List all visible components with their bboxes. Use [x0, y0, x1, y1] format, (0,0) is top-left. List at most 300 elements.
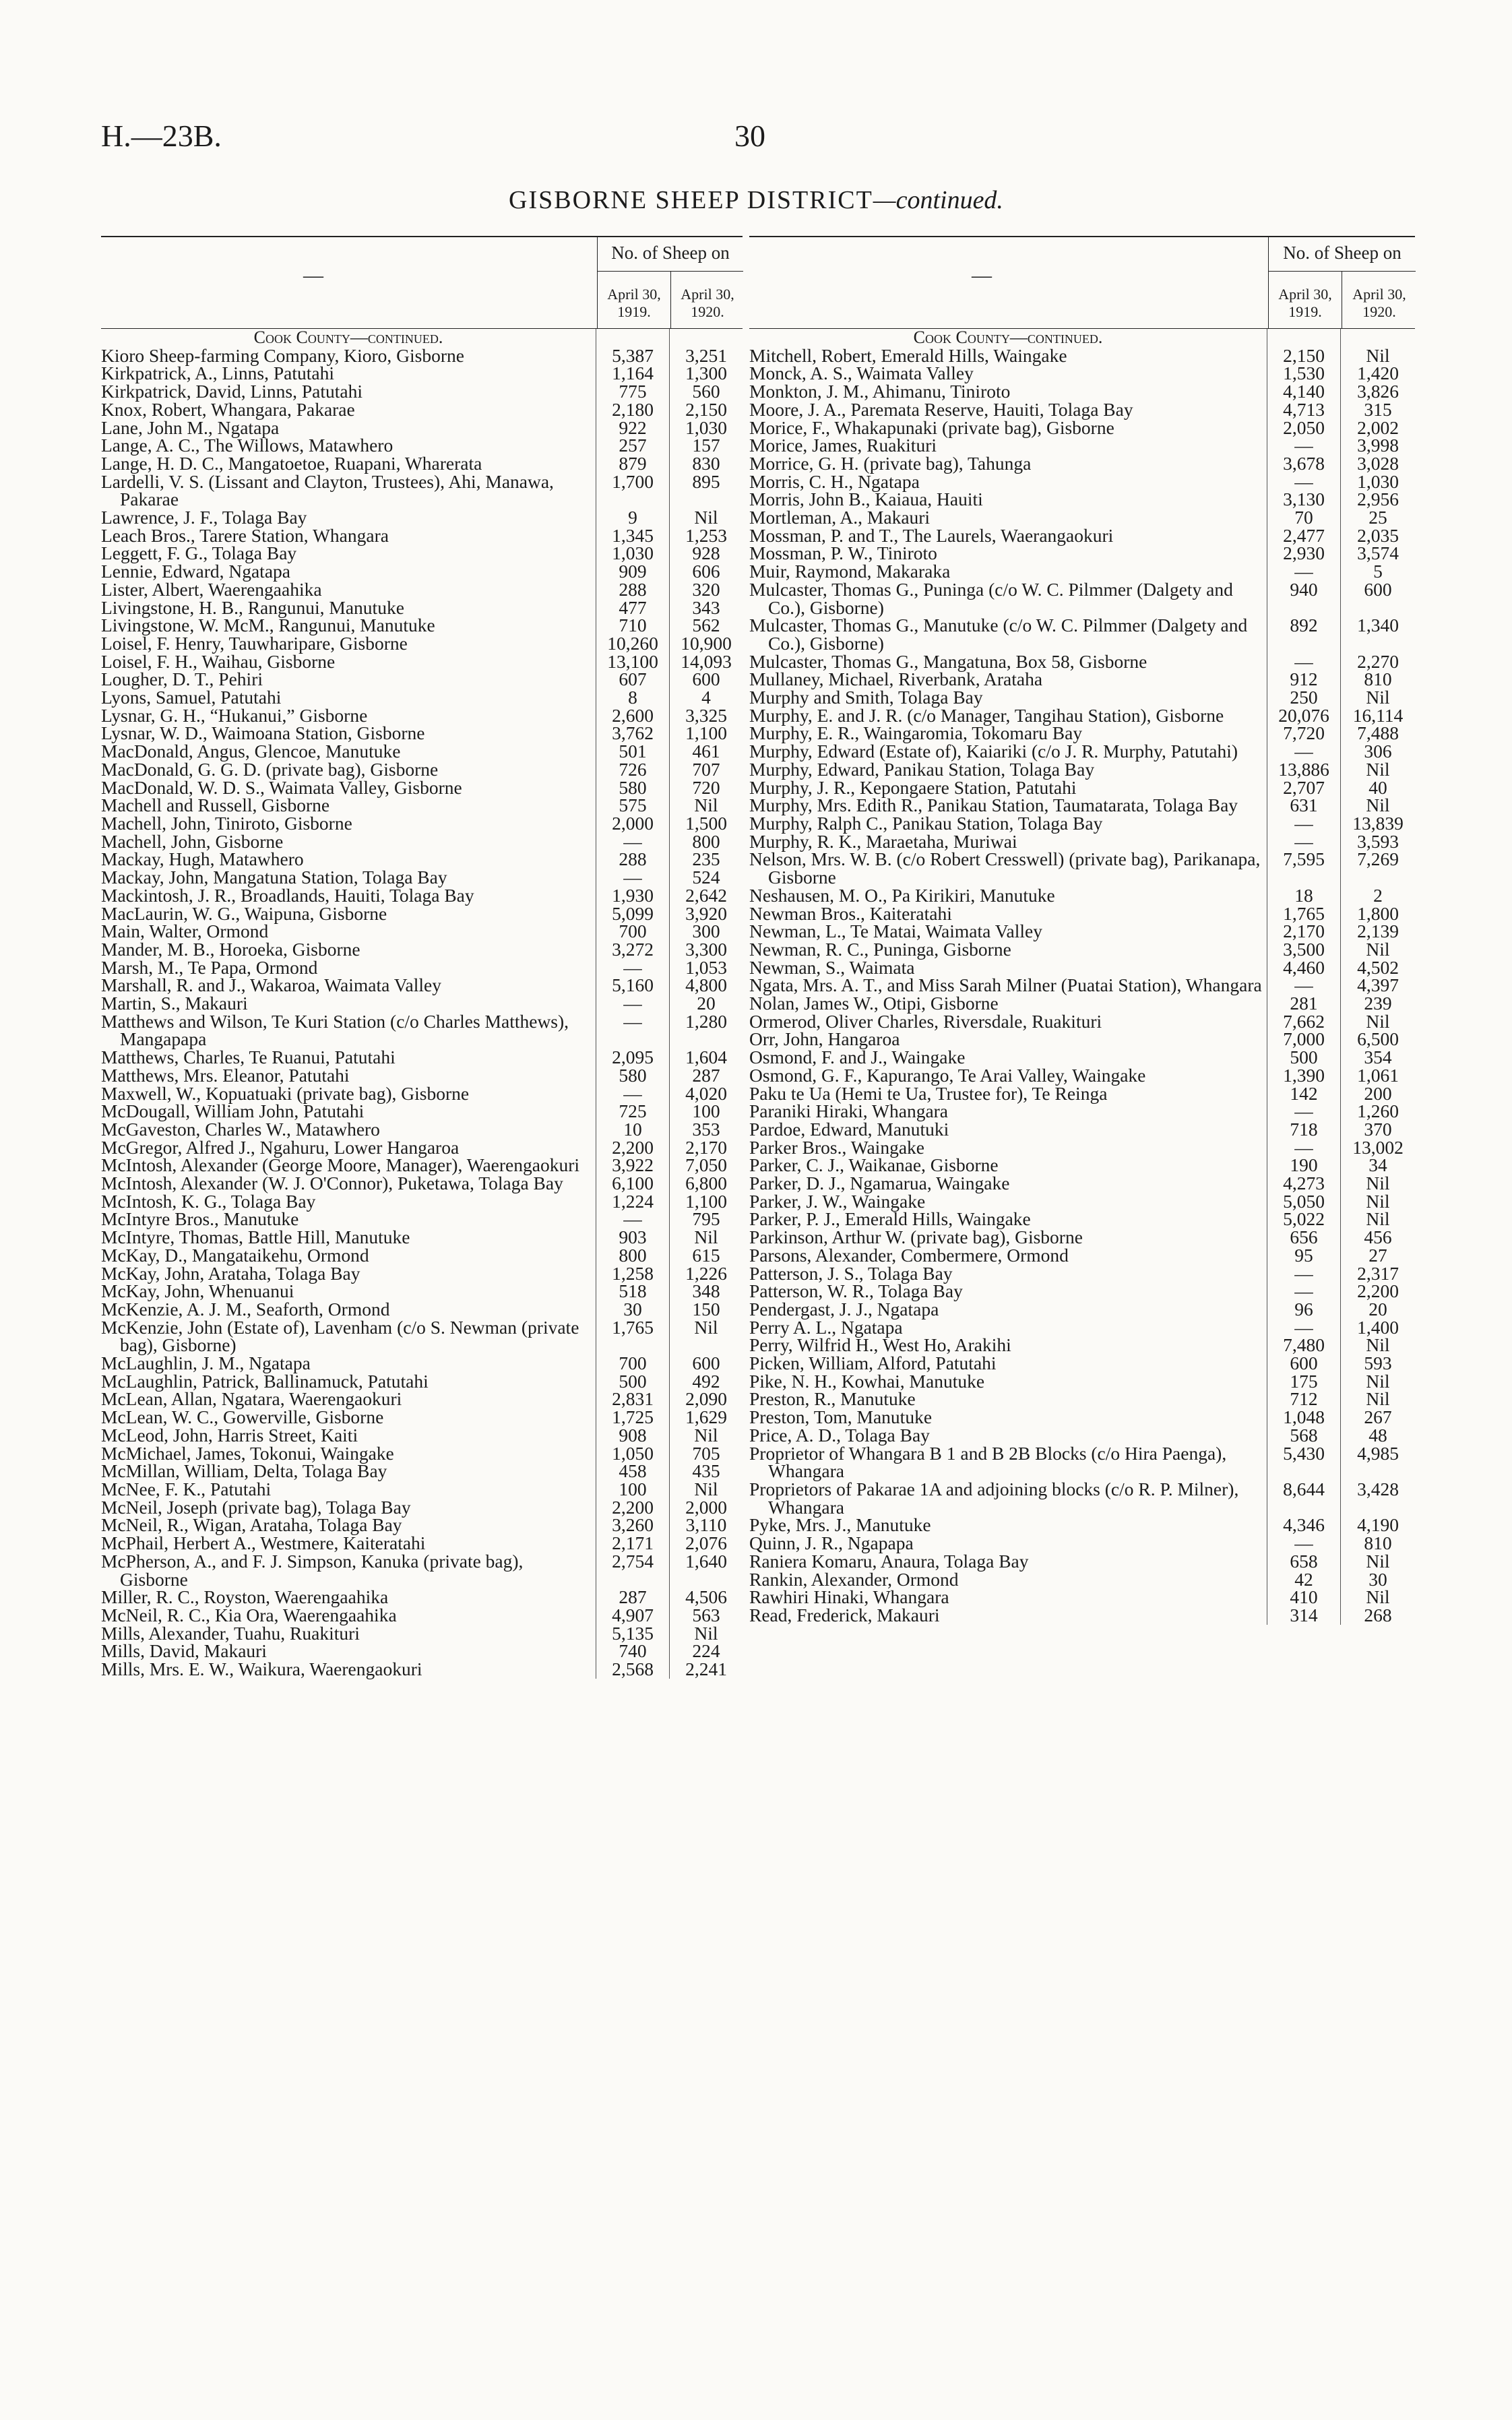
- table-row: [101, 1049, 743, 1067]
- sheep-1920: Nil: [1340, 1175, 1415, 1193]
- owner-name: Pike, N. H., Kowhai, Manutuke: [749, 1370, 985, 1392]
- owner-name: Cook County—continued.: [253, 328, 443, 347]
- sheep-1919: 909: [596, 563, 669, 581]
- sheep-1919: —: [1267, 1265, 1340, 1283]
- table-row: [749, 724, 1415, 743]
- owner-name: Patterson, W. R., Tolaga Bay: [749, 1280, 963, 1302]
- sheep-1919: 4,140: [1267, 383, 1340, 401]
- owner-name: Perry, Wilfrid H., West Ho, Arakihi: [749, 1334, 1011, 1356]
- table-row: [101, 452, 743, 474]
- owner-name: Patterson, J. S., Tolaga Bay: [749, 1262, 953, 1284]
- sheep-1920: 306: [1340, 743, 1415, 761]
- sheep-1920: 4,800: [669, 976, 743, 995]
- sheep-1919: 4,907: [596, 1607, 669, 1625]
- col-1920-header: April 30, 1920.: [1342, 271, 1416, 328]
- owner-name: Murphy, Mrs. Edith R., Panikau Station, Taumatarata, Tolaga Bay: [749, 795, 1238, 816]
- table-row: [749, 1408, 1415, 1427]
- table-row: [101, 617, 743, 635]
- sheep-1919: 3,678: [1267, 455, 1340, 473]
- sheep-1919: 1,765: [596, 1319, 669, 1355]
- owner-name: McDougall, William John, Patutahi: [101, 1100, 365, 1122]
- owner-name: Kioro Sheep-farming Company, Kioro, Gisborne: [101, 344, 464, 366]
- sheep-1919: 458: [596, 1462, 669, 1481]
- table-row: [749, 758, 1415, 780]
- table-row: [749, 1568, 1415, 1590]
- sheep-1919: 580: [596, 779, 669, 797]
- sheep-1919: —: [1267, 653, 1340, 671]
- table-row: [749, 743, 1415, 761]
- sheep-1920: 800: [669, 833, 743, 851]
- owner-name: Nelson, Mrs. W. B. (c/o Robert Cresswell) (private bag), Parikanapa, Gisborne: [749, 848, 1261, 888]
- page-title: [0, 185, 1512, 215]
- owner-name: McIntosh, Alexander (George Moore, Manager), Waerengaokuri: [101, 1154, 579, 1176]
- table-row: [749, 671, 1415, 689]
- sheep-1920: 524: [669, 869, 743, 887]
- table-row: [101, 1136, 743, 1158]
- table-row: [101, 596, 743, 618]
- table-row: [749, 437, 1415, 455]
- table-row: [749, 704, 1415, 726]
- sheep-1919: 2,831: [596, 1390, 669, 1408]
- sheep-1920: Nil: [669, 1481, 743, 1499]
- table-row: [101, 509, 743, 527]
- sheep-1920: 1,420: [1340, 365, 1415, 383]
- owner-name: Parsons, Alexander, Combermere, Ormond: [749, 1244, 1069, 1266]
- table-row: [749, 1030, 1415, 1049]
- owner-name: Morice, James, Ruakituri: [749, 435, 937, 456]
- owner-name: Mackay, Hugh, Matawhero: [101, 848, 304, 870]
- table-row: [749, 1156, 1415, 1175]
- sheep-1920: Nil: [1340, 1373, 1415, 1391]
- owner-name: Lange, H. D. C., Mangatoetoe, Ruapani, Wharerata: [101, 452, 482, 474]
- sheep-1920: 2,956: [1340, 491, 1415, 509]
- sheep-1920: 7,488: [1340, 724, 1415, 743]
- sheep-1920: 267: [1340, 1408, 1415, 1427]
- sheep-1920: 1,400: [1340, 1319, 1415, 1337]
- owner-name: McMillan, William, Delta, Tolaga Bay: [101, 1460, 387, 1482]
- sheep-1919: 1,164: [596, 365, 669, 383]
- left-table: [101, 236, 743, 1679]
- table-row: [101, 1064, 743, 1086]
- owner-name: McLaughlin, J. M., Ngatapa: [101, 1353, 311, 1374]
- table-row: [749, 1229, 1415, 1247]
- table-row: [749, 830, 1415, 852]
- sheep-1919: 892: [1267, 617, 1340, 652]
- sheep-1919: —: [1267, 1103, 1340, 1121]
- sheep-1920: 1,500: [669, 815, 743, 833]
- sheep-1920: 16,114: [1340, 707, 1415, 725]
- table-row: [101, 724, 743, 743]
- owner-name: Parkinson, Arthur W. (private bag), Gisborne: [749, 1227, 1083, 1248]
- table-row: [101, 383, 743, 401]
- sheep-1919: 4,460: [1267, 959, 1340, 977]
- sheep-1919: 410: [1267, 1588, 1340, 1607]
- sheep-1920: 13,839: [1340, 815, 1415, 833]
- owner-name: Newman, L., Te Matai, Waimata Valley: [749, 921, 1042, 942]
- sheep-1920: 1,100: [669, 724, 743, 743]
- sheep-1920: 4,985: [1340, 1445, 1415, 1481]
- sheep-1920: 7,050: [669, 1156, 743, 1175]
- sheep-1920: 25: [1340, 509, 1415, 527]
- sheep-1919: —: [1267, 1282, 1340, 1301]
- table-row: [101, 1516, 743, 1534]
- table-row: [101, 416, 743, 438]
- sheep-1919: 1,048: [1267, 1408, 1340, 1427]
- sheep-1920: 1,640: [669, 1553, 743, 1588]
- owner-name: Matthews and Wilson, Te Kuri Station (c/o Charles Matthews), Mangapapa: [101, 1010, 569, 1050]
- sheep-1919: 568: [1267, 1427, 1340, 1445]
- sheep-1919: —: [596, 959, 669, 977]
- owner-name: McLean, W. C., Gowerville, Gisborne: [101, 1406, 384, 1428]
- section-heading: [749, 329, 1415, 347]
- table-row: [101, 1390, 743, 1408]
- owner-name: Maxwell, W., Kopuatuaki (private bag), Gisborne: [101, 1082, 470, 1104]
- table-row: [101, 632, 743, 654]
- table-row: [101, 1550, 743, 1590]
- sheep-1920: 795: [669, 1210, 743, 1229]
- table-row: [101, 671, 743, 689]
- table-row: [101, 1229, 743, 1247]
- left-table-header: [101, 236, 743, 329]
- table-row: [749, 689, 1415, 707]
- page-number: 30: [734, 119, 765, 153]
- sheep-1919: 257: [596, 437, 669, 455]
- sheep-1919: 2,568: [596, 1661, 669, 1679]
- sheep-1919: 477: [596, 599, 669, 617]
- sheep-1919: 2,171: [596, 1534, 669, 1553]
- sheep-1920: 461: [669, 743, 743, 761]
- owner-name: Moore, J. A., Paremata Reserve, Hauiti, Tolaga Bay: [749, 398, 1133, 420]
- sheep-1919: 2,150: [1267, 347, 1340, 365]
- table-row: [749, 1010, 1415, 1032]
- table-row: [749, 1390, 1415, 1408]
- sheep-1920: 2,000: [669, 1499, 743, 1517]
- owner-name: Read, Frederick, Makauri: [749, 1604, 940, 1625]
- right-table: [749, 236, 1415, 1625]
- sheep-1919: —: [1267, 1139, 1340, 1157]
- sheep-1920: 4,190: [1340, 1516, 1415, 1534]
- sheep-1920: 320: [669, 581, 743, 599]
- table-row: [749, 491, 1415, 509]
- table-row: [749, 956, 1415, 978]
- owner-name: Newman, R. C., Puninga, Gisborne: [749, 938, 1011, 960]
- sheep-1920: 1,280: [669, 1013, 743, 1049]
- owner-name: Lardelli, V. S. (Lissant and Clayton, Trustees), Ahi, Manawa, Pakarae: [101, 470, 554, 510]
- sheep-1920: 20: [669, 995, 743, 1013]
- owner-name: McNeil, Joseph (private bag), Tolaga Bay: [101, 1496, 411, 1518]
- table-row: [101, 797, 743, 815]
- sheep-1920: 2,241: [669, 1661, 743, 1679]
- sheep-1919: 518: [596, 1282, 669, 1301]
- owner-name: Rankin, Alexander, Ormond: [749, 1568, 959, 1590]
- sheep-1919: 2,707: [1267, 779, 1340, 797]
- owner-name: McGregor, Alfred J., Ngahuru, Lower Hangaroa: [101, 1136, 460, 1158]
- sheep-1920: 720: [669, 779, 743, 797]
- sheep-1920: 235: [669, 850, 743, 869]
- sheep-1920: 895: [669, 473, 743, 509]
- sheep-1920: Nil: [1340, 761, 1415, 779]
- table-row: [749, 1210, 1415, 1229]
- sheep-1920: 705: [669, 1445, 743, 1463]
- sheep-1920: 3,920: [669, 905, 743, 923]
- owner-name: Miller, R. C., Royston, Waerengaahika: [101, 1586, 389, 1608]
- sheep-1919: 940: [1267, 581, 1340, 617]
- owner-name: Parker, J. W., Waingake: [749, 1190, 926, 1212]
- table-row: [101, 563, 743, 581]
- sheep-1920: 1,604: [669, 1049, 743, 1067]
- sheep-1920: Nil: [1340, 941, 1415, 959]
- sheep-1920: 3,028: [1340, 455, 1415, 473]
- owner-name: Murphy, E. R., Waingaromia, Tokomaru Bay: [749, 722, 1083, 744]
- sheep-1919: 725: [596, 1103, 669, 1121]
- sheep-1920: 2,150: [669, 401, 743, 419]
- sheep-1919: 658: [1267, 1553, 1340, 1571]
- sheep-1919: 2,095: [596, 1049, 669, 1067]
- sheep-1920: Nil: [1340, 347, 1415, 365]
- sheep-1920: Nil: [669, 1319, 743, 1355]
- sheep-1920: 1,253: [669, 527, 743, 545]
- sheep-1920: Nil: [1340, 1390, 1415, 1408]
- table-row: [101, 1082, 743, 1104]
- table-row: [749, 1316, 1415, 1338]
- table-row: [749, 850, 1415, 886]
- owner-name: McIntyre, Thomas, Battle Hill, Manutuke: [101, 1227, 410, 1248]
- owner-name: Raniera Komaru, Anaura, Tolaga Bay: [749, 1550, 1029, 1572]
- sheep-1919: —: [1267, 1319, 1340, 1337]
- owner-name: Preston, R., Manutuke: [749, 1388, 916, 1410]
- sheep-1919: —: [1267, 563, 1340, 581]
- sheep-1919: 8,644: [1267, 1481, 1340, 1516]
- table-row: [749, 1604, 1415, 1625]
- owner-name: McPherson, A., and F. J. Simpson, Kanuka (private bag), Gisborne: [101, 1550, 524, 1590]
- sheep-1919: 281: [1267, 995, 1340, 1013]
- sheep-1919: 20,076: [1267, 707, 1340, 725]
- table-row: [749, 1175, 1415, 1193]
- sheep-1920: 2,002: [1340, 419, 1415, 437]
- table-row: [101, 1642, 743, 1661]
- sheep-1919: 287: [596, 1588, 669, 1607]
- table-row: [101, 938, 743, 960]
- sheep-1920: [1340, 329, 1415, 347]
- table-row: [749, 976, 1415, 995]
- table-row: [101, 704, 743, 726]
- owner-name: Marsh, M., Te Papa, Ormond: [101, 956, 318, 978]
- sheep-1920: 810: [1340, 1534, 1415, 1553]
- table-row: [749, 776, 1415, 798]
- sheep-1919: 5,050: [1267, 1193, 1340, 1211]
- sheep-1919: —: [596, 833, 669, 851]
- sheep-1920: Nil: [1340, 1588, 1415, 1607]
- title-continued: —continued.: [873, 186, 1003, 214]
- sheep-1919: 7,000: [1267, 1030, 1340, 1049]
- sheep-1920: 343: [669, 599, 743, 617]
- sheep-1919: 190: [1267, 1156, 1340, 1175]
- sheep-1919: 500: [596, 1373, 669, 1391]
- table-row: [749, 563, 1415, 581]
- owner-name: Leach Bros., Tarere Station, Whangara: [101, 524, 389, 546]
- sheep-1919: —: [1267, 976, 1340, 995]
- owner-name: Osmond, G. F., Kapurango, Te Arai Valley, Waingake: [749, 1064, 1146, 1086]
- sheep-1920: 593: [1340, 1355, 1415, 1373]
- sheep-1919: 314: [1267, 1607, 1340, 1625]
- sheep-1920: 5: [1340, 563, 1415, 581]
- table-row: [101, 869, 743, 887]
- table-row: [101, 1462, 743, 1481]
- sheep-1920: 3,826: [1340, 383, 1415, 401]
- owner-name: Matthews, Mrs. Eleanor, Patutahi: [101, 1064, 350, 1086]
- table-row: [749, 1262, 1415, 1284]
- owner-name: Newman Bros., Kaiteratahi: [749, 902, 952, 924]
- owner-name: Knox, Robert, Whangara, Pakarae: [101, 398, 355, 420]
- sheep-1919: 600: [1267, 1355, 1340, 1373]
- owner-name: McNeil, R., Wigan, Arataha, Tolaga Bay: [101, 1514, 402, 1536]
- sheep-1919: 710: [596, 617, 669, 635]
- sheep-1920: 34: [1340, 1156, 1415, 1175]
- table-row: [101, 776, 743, 798]
- sheep-1919: 5,387: [596, 347, 669, 365]
- owner-name: Parker, D. J., Ngamarua, Waingake: [749, 1173, 1010, 1194]
- owner-name: Machell, John, Gisborne: [101, 830, 284, 852]
- owner-name: Matthews, Charles, Te Ruanui, Patutahi: [101, 1047, 396, 1068]
- sheep-1920: Nil: [1340, 797, 1415, 815]
- sheep-1919: 2,050: [1267, 419, 1340, 437]
- table-row: [101, 1118, 743, 1140]
- owner-name: Lister, Albert, Waerengaahika: [101, 578, 322, 600]
- sheep-1920: 157: [669, 437, 743, 455]
- owner-name: Martin, S., Makauri: [101, 993, 248, 1014]
- table-row: [101, 1658, 743, 1680]
- sheep-1919: 2,200: [596, 1499, 669, 1517]
- table-row: [749, 1298, 1415, 1320]
- owner-name: Morrice, G. H. (private bag), Tahunga: [749, 452, 1032, 474]
- table-row: [101, 1156, 743, 1175]
- table-row: [749, 509, 1415, 527]
- owner-name: Paku te Ua (Hemi te Ua, Trustee for), Te Reinga: [749, 1082, 1108, 1104]
- sheep-1920: 492: [669, 1373, 743, 1391]
- owner-name: McIntosh, Alexander (W. J. O'Connor), Puketawa, Tolaga Bay: [101, 1173, 563, 1194]
- sheep-1920: Nil: [1340, 1193, 1415, 1211]
- sheep-1919: 1,390: [1267, 1067, 1340, 1085]
- table-row: [749, 650, 1415, 672]
- table-row: [749, 344, 1415, 366]
- table-row: [749, 1244, 1415, 1266]
- table-row: [101, 1298, 743, 1320]
- sheep-1919: 288: [596, 581, 669, 599]
- owner-name: McKay, John, Arataha, Tolaga Bay: [101, 1262, 360, 1284]
- sheep-1920: Nil: [669, 1427, 743, 1445]
- sheep-1920: 7,269: [1340, 850, 1415, 886]
- sheep-1919: 2,930: [1267, 545, 1340, 563]
- owner-name: Pendergast, J. J., Ngatapa: [749, 1298, 939, 1320]
- owner-name: Mander, M. B., Horoeka, Gisborne: [101, 938, 360, 960]
- sheep-1919: 13,100: [596, 653, 669, 671]
- sheep-1919: 9: [596, 509, 669, 527]
- owner-name: Rawhiri Hinaki, Whangara: [749, 1586, 949, 1608]
- sheep-1919: 5,160: [596, 976, 669, 995]
- owner-name: Lange, A. C., The Willows, Matawhero: [101, 435, 393, 456]
- sheep-1919: 700: [596, 1355, 669, 1373]
- sheep-1920: 3,574: [1340, 545, 1415, 563]
- right-table-header: [749, 236, 1415, 329]
- sheep-1920: 2,170: [669, 1139, 743, 1157]
- sheep-1920: Nil: [669, 1625, 743, 1643]
- sheep-1919: 6,100: [596, 1175, 669, 1193]
- sheep-1919: 1,765: [1267, 905, 1340, 923]
- table-row: [101, 1424, 743, 1446]
- table-row: [749, 452, 1415, 474]
- group-title: No. of Sheep on: [1269, 243, 1416, 272]
- owner-name: Ngata, Mrs. A. T., and Miss Sarah Milner (Puatai Station), Whangara: [749, 974, 1262, 996]
- sheep-1919: 1,930: [596, 887, 669, 905]
- owner-name: Murphy, Edward (Estate of), Kaiariki (c/o J. R. Murphy, Patutahi): [749, 741, 1238, 762]
- sheep-1919: 2,754: [596, 1553, 669, 1588]
- table-row: [749, 1082, 1415, 1104]
- table-row: [749, 1136, 1415, 1158]
- owner-name: Parker, C. J., Waikanae, Gisborne: [749, 1154, 999, 1176]
- table-row: [101, 995, 743, 1013]
- owner-name: McGaveston, Charles W., Matawhero: [101, 1118, 380, 1140]
- owner-name: Parker Bros., Waingake: [749, 1136, 924, 1158]
- table-row: [749, 923, 1415, 941]
- sheep-1919: 7,662: [1267, 1013, 1340, 1031]
- owner-name: Newman, S., Waimata: [749, 956, 915, 978]
- owner-name: Kirkpatrick, David, Linns, Patutahi: [101, 381, 363, 402]
- sheep-1919: 712: [1267, 1390, 1340, 1408]
- sheep-1919: —: [596, 995, 669, 1013]
- owner-name: Proprietors of Pakarae 1A and adjoining blocks (c/o R. P. Milner), Whangara: [749, 1479, 1239, 1518]
- table-row: [749, 416, 1415, 438]
- owner-name: Mulcaster, Thomas G., Manutuke (c/o W. C. Pilmmer (Dalgety and Co.), Gisborne): [749, 615, 1248, 654]
- owner-name: Lyons, Samuel, Patutahi: [101, 687, 282, 708]
- sheep-1920: 3,593: [1340, 833, 1415, 851]
- sheep-1919: 4,713: [1267, 401, 1340, 419]
- sheep-1919: 1,224: [596, 1193, 669, 1211]
- sheep-1920: 30: [1340, 1571, 1415, 1589]
- sheep-1919: [596, 329, 669, 347]
- sheep-1919: 70: [1267, 509, 1340, 527]
- sheep-1919: 1,030: [596, 545, 669, 563]
- sheep-1920: 300: [669, 923, 743, 941]
- table-row: [101, 1100, 743, 1122]
- sheep-1919: 908: [596, 1427, 669, 1445]
- sheep-1919: 4,273: [1267, 1175, 1340, 1193]
- owner-name: McMichael, James, Tokonui, Waingake: [101, 1442, 394, 1464]
- owner-name: Murphy, E. and J. R. (c/o Manager, Tangihau Station), Gisborne: [749, 704, 1224, 726]
- sheep-1919: 13,886: [1267, 761, 1340, 779]
- owner-name: Lawrence, J. F., Tolaga Bay: [101, 507, 307, 528]
- table-row: [749, 1534, 1415, 1553]
- sheep-1920: 600: [1340, 581, 1415, 617]
- sheep-1919: —: [1267, 473, 1340, 491]
- owner-name: Proprietor of Whangara B 1 and B 2B Blocks (c/o Hira Paenga), Whangara: [749, 1442, 1227, 1482]
- sheep-1920: 600: [669, 671, 743, 689]
- sheep-1919: 2,000: [596, 815, 669, 833]
- page-id: H.—23B.: [101, 119, 222, 153]
- sheep-1920: Nil: [669, 509, 743, 527]
- sheep-1920: 2,317: [1340, 1265, 1415, 1283]
- sheep-1919: 175: [1267, 1373, 1340, 1391]
- owner-name: Muir, Raymond, Makaraka: [749, 561, 951, 582]
- owner-name: Mortleman, A., Makauri: [749, 507, 931, 528]
- owner-name: Lane, John M., Ngatapa: [101, 416, 280, 438]
- owner-name: McKay, John, Whenuanui: [101, 1280, 294, 1302]
- table-row: [101, 1210, 743, 1229]
- table-row: [749, 578, 1415, 618]
- table-row: [749, 1118, 1415, 1140]
- sheep-1919: 800: [596, 1247, 669, 1265]
- owner-name: Mills, Mrs. E. W., Waikura, Waerengaokuri: [101, 1658, 422, 1680]
- owner-name: Mills, Alexander, Tuahu, Ruakituri: [101, 1622, 360, 1644]
